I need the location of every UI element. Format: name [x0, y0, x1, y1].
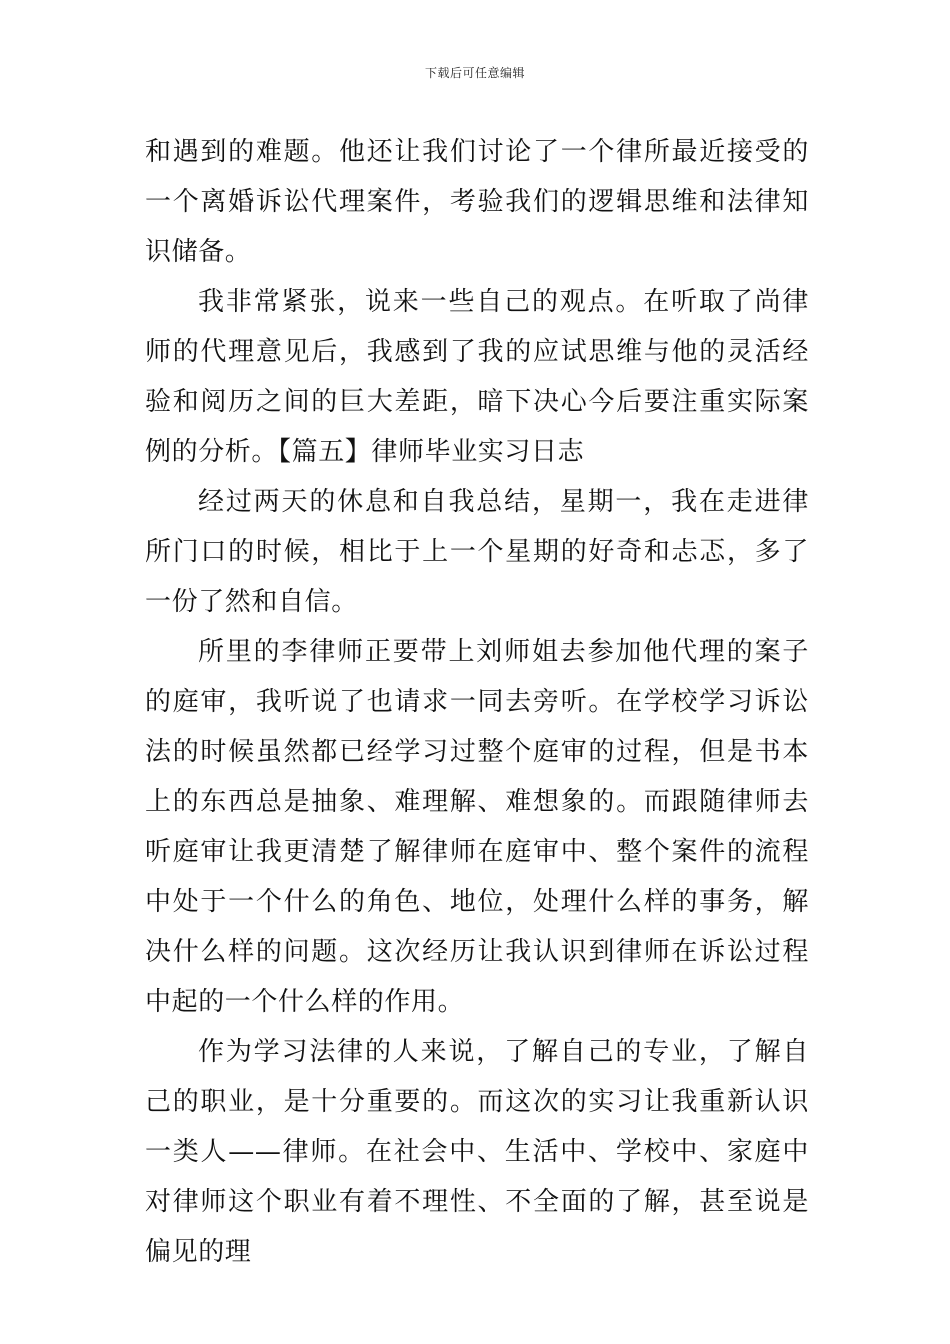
page-header-note: 下载后可任意编辑: [424, 66, 525, 80]
paragraph: 我非常紧张，说来一些自己的观点。在听取了尚律师的代理意见后，我感到了我的应试思维与他的灵活经验和阅历之间的巨大差距，暗下决心今后要注重实际案例的分析。【篇五】律师毕业实习日志: [145, 287, 809, 467]
paragraph: 作为学习法律的人来说，了解自己的专业，了解自己的职业，是十分重要的。而这次的实习让我重新认识一类人——律师。在社会中、生活中、学校中、家庭中对律师这个职业有着不理性、不全面的了解，甚至说是偏见的理: [145, 1037, 809, 1267]
paragraph: 经过两天的休息和自我总结，星期一，我在走进律所门口的时候，相比于上一个星期的好奇和忐忑，多了一份了然和自信。: [145, 487, 809, 617]
paragraph: 所里的李律师正要带上刘师姐去参加他代理的案子的庭审，我听说了也请求一同去旁听。在学校学习诉讼法的时候虽然都已经学习过整个庭审的过程，但是书本上的东西总是抽象、难理解、难想象的。而跟随律师去听庭审让我更清楚了解律师在庭审中、整个案件的流程中处于一个什么的角色、地位，处理什么样的事务，解决什么样的问题。这次经历让我认识到律师在诉讼过程中起的一个什么样的作用。: [145, 637, 809, 1017]
paragraph-continuation: 和遇到的难题。他还让我们讨论了一个律所最近接受的一个离婚诉讼代理案件，考验我们的逻辑思维和法律知识储备。: [145, 137, 809, 267]
document-body: [145, 127, 809, 1277]
